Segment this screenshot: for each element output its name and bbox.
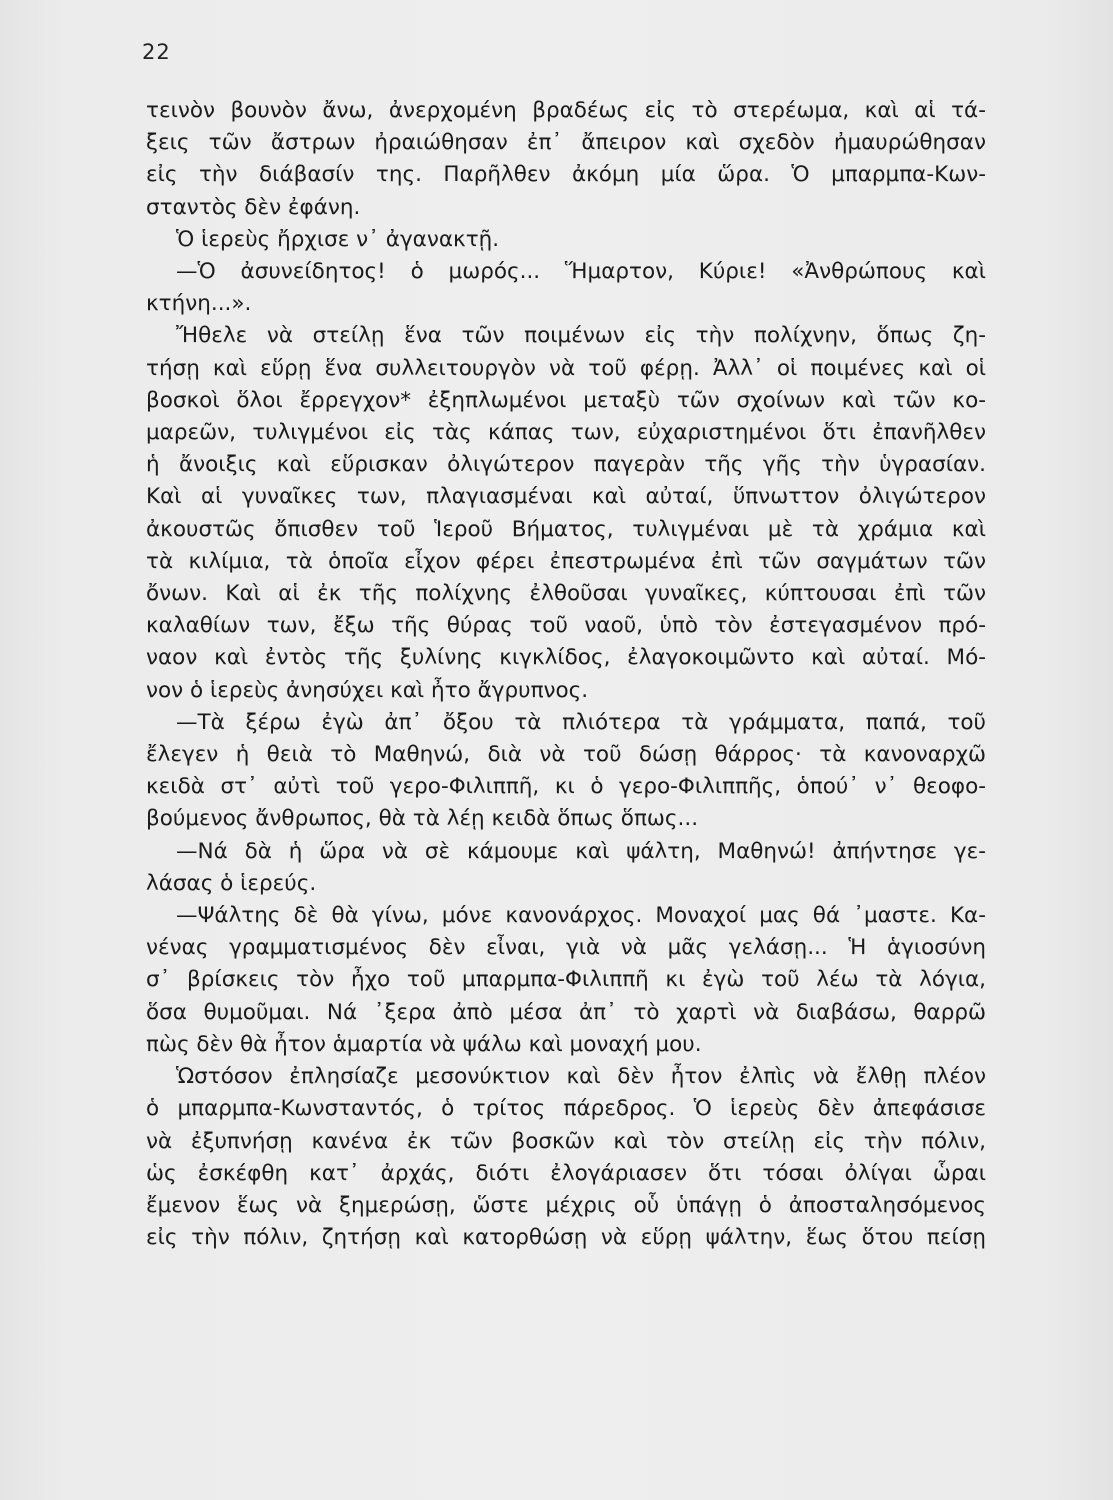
text-line: τήσῃ καὶ εὕρῃ ἕνα συλλειτουργὸν νὰ τοῦ φέρῃ. Ἀλλ᾽ οἱ ποιμένες καὶ οἱ (146, 355, 986, 381)
text-line: ὅσα θυμοῦμαι. Νά ᾽ξερα ἀπὸ μέσα ἀπ᾽ τὸ χαρτὶ νὰ διαβάσω, θαρρῶ (146, 999, 986, 1025)
text-line: ναον καὶ ἐντὸς τῆς ξυλίνης κιγκλίδος, ἐλαγοκοιμῶντο καὶ αὐταί. Μό- (146, 645, 986, 671)
page-number: 22 (142, 40, 171, 64)
text-line: Ἤθελε νὰ στείλῃ ἕνα τῶν ποιμένων εἰς τὴν πολίχνην, ὅπως ζη- (176, 323, 986, 349)
text-line: —Ὁ ἀσυνείδητος! ὁ μωρός... Ἥμαρτον, Κύριε! «Ἀνθρώπους καὶ (176, 259, 986, 285)
text-line: καλαθίων των, ἔξω τῆς θύρας τοῦ ναοῦ, ὑπὸ τὸν ἐστεγασμένον πρό- (146, 613, 986, 639)
text-line: ὄνων. Καὶ αἱ ἐκ τῆς πολίχνης ἐλθοῦσαι γυναῖκες, κύπτουσαι ἐπὶ τῶν (146, 581, 986, 607)
text-line: νον ὁ ἱερεὺς ἀνησύχει καὶ ἦτο ἄγρυπνος. (146, 677, 589, 703)
body-text (146, 95, 986, 1254)
text-line: —Ψάλτης δὲ θὰ γίνω, μόνε κανονάρχος. Μοναχοί μας θά ᾽μαστε. Κα- (176, 903, 986, 929)
text-line: τεινὸν βουνὸν ἄνω, ἀνερχομένη βραδέως εἰς τὸ στερέωμα, καὶ αἱ τά- (146, 98, 986, 123)
text-line: ἔλεγεν ἡ θειὰ τὸ Μαθηνώ, διὰ νὰ τοῦ δώσῃ θάρρος· τὰ κανοναρχῶ (146, 742, 986, 768)
text-line: νὰ ἐξυπνήσῃ κανένα ἐκ τῶν βοσκῶν καὶ τὸν στείλῃ εἰς τὴν πόλιν, (146, 1128, 986, 1154)
text-line: ἡ ἄνοιξις καὶ εὕρισκαν ὀλιγώτερον παγερὰν τῆς γῆς τὴν ὑγρασίαν. (146, 452, 986, 478)
text-line: —Νά δὰ ἡ ὥρα νὰ σὲ κάμουμε καὶ ψάλτη, Μαθηνώ! ἀπήντησε γε- (176, 838, 986, 864)
text-line: βοσκοὶ ὅλοι ἔρρεγχον* ἐξηπλωμένοι μεταξὺ τῶν σχοίνων καὶ τῶν κο- (146, 387, 986, 413)
text-line: εἰς τὴν πόλιν, ζητήσῃ καὶ κατορθώσῃ νὰ εὕρῃ ψάλτην, ἕως ὅτου πείσῃ (146, 1225, 986, 1251)
text-line: μαρεῶν, τυλιγμένοι εἰς τὰς κάπας των, εὐχαριστημένοι ὅτι ἐπανῆλθεν (146, 420, 986, 446)
text-line: ξεις τῶν ἄστρων ἠραιώθησαν ἐπ᾽ ἄπειρον καὶ σχεδὸν ἠμαυρώθησαν (146, 130, 986, 156)
text-line: Καὶ αἱ γυναῖκες των, πλαγιασμέναι καὶ αὐταί, ὕπνωττον ὀλιγώτερον (146, 484, 986, 510)
text-line: νένας γραμματισμένος δὲν εἶναι, γιὰ νὰ μᾶς γελάσῃ... Ἡ ἁγιοσύνη (146, 935, 986, 961)
text-line: βούμενος ἄνθρωπος, θὰ τὰ λέῃ κειδὰ ὅπως ὅπως... (146, 806, 699, 832)
text-line: κτήνη...». (146, 291, 252, 317)
text-line: κειδὰ στ᾽ αὐτὶ τοῦ γερο-Φιλιππῆ, κι ὁ γερο-Φιλιππῆς, ὁπού᾽ ν᾽ θεοφο- (146, 774, 986, 800)
text-line: ὁ μπαρμπα-Κωνσταντός, ὁ τρίτος πάρεδρος. Ὁ ἱερεὺς δὲν ἀπεφάσισε (146, 1096, 986, 1122)
text-line: σ᾽ βρίσκεις τὸν ἦχο τοῦ μπαρμπα-Φιλιππῆ κι ἐγὼ τοῦ λέω τὰ λόγια, (146, 967, 986, 993)
text-line: ὡς ἐσκέφθη κατ᾽ ἀρχάς, διότι ἐλογάριασεν ὅτι τόσαι ὀλίγαι ὧραι (146, 1160, 986, 1186)
text-line: σταντὸς δὲν ἐφάνη. (146, 194, 361, 220)
text-line: πὼς δὲν θὰ ἦτον ἁμαρτία νὰ ψάλω καὶ μοναχή μου. (146, 1031, 702, 1057)
text-line: εἰς τὴν διάβασίν της. Παρῆλθεν ἀκόμη μία ὥρα. Ὁ μπαρμπα-Κων- (146, 162, 986, 188)
text-line: ἔμενον ἕως νὰ ξημερώσῃ, ὥστε μέχρις οὗ ὑπάγῃ ὁ ἀποσταλησόμενος (146, 1192, 986, 1218)
text-line: λάσας ὁ ἱερεύς. (146, 870, 317, 896)
text-line: ἀκουστῶς ὄπισθεν τοῦ Ἱεροῦ Βήματος, τυλιγμέναι μὲ τὰ χράμια καὶ (146, 516, 986, 542)
text-line: —Τὰ ξέρω ἐγὼ ἀπ᾽ ὄξου τὰ πλιότερα τὰ γράμματα, παπά, τοῦ (176, 709, 986, 735)
text-line: Ὡστόσον ἐπλησίαζε μεσονύκτιον καὶ δὲν ἦτον ἐλπὶς νὰ ἔλθῃ πλέον (176, 1064, 986, 1090)
text-line: Ὁ ἱερεὺς ἤρχισε ν᾽ ἀγανακτῇ. (176, 226, 500, 252)
text-line: τὰ κιλίμια, τὰ ὁποῖα εἶχον φέρει ἐπεστρωμένα ἐπὶ τῶν σαγμάτων τῶν (146, 548, 986, 574)
